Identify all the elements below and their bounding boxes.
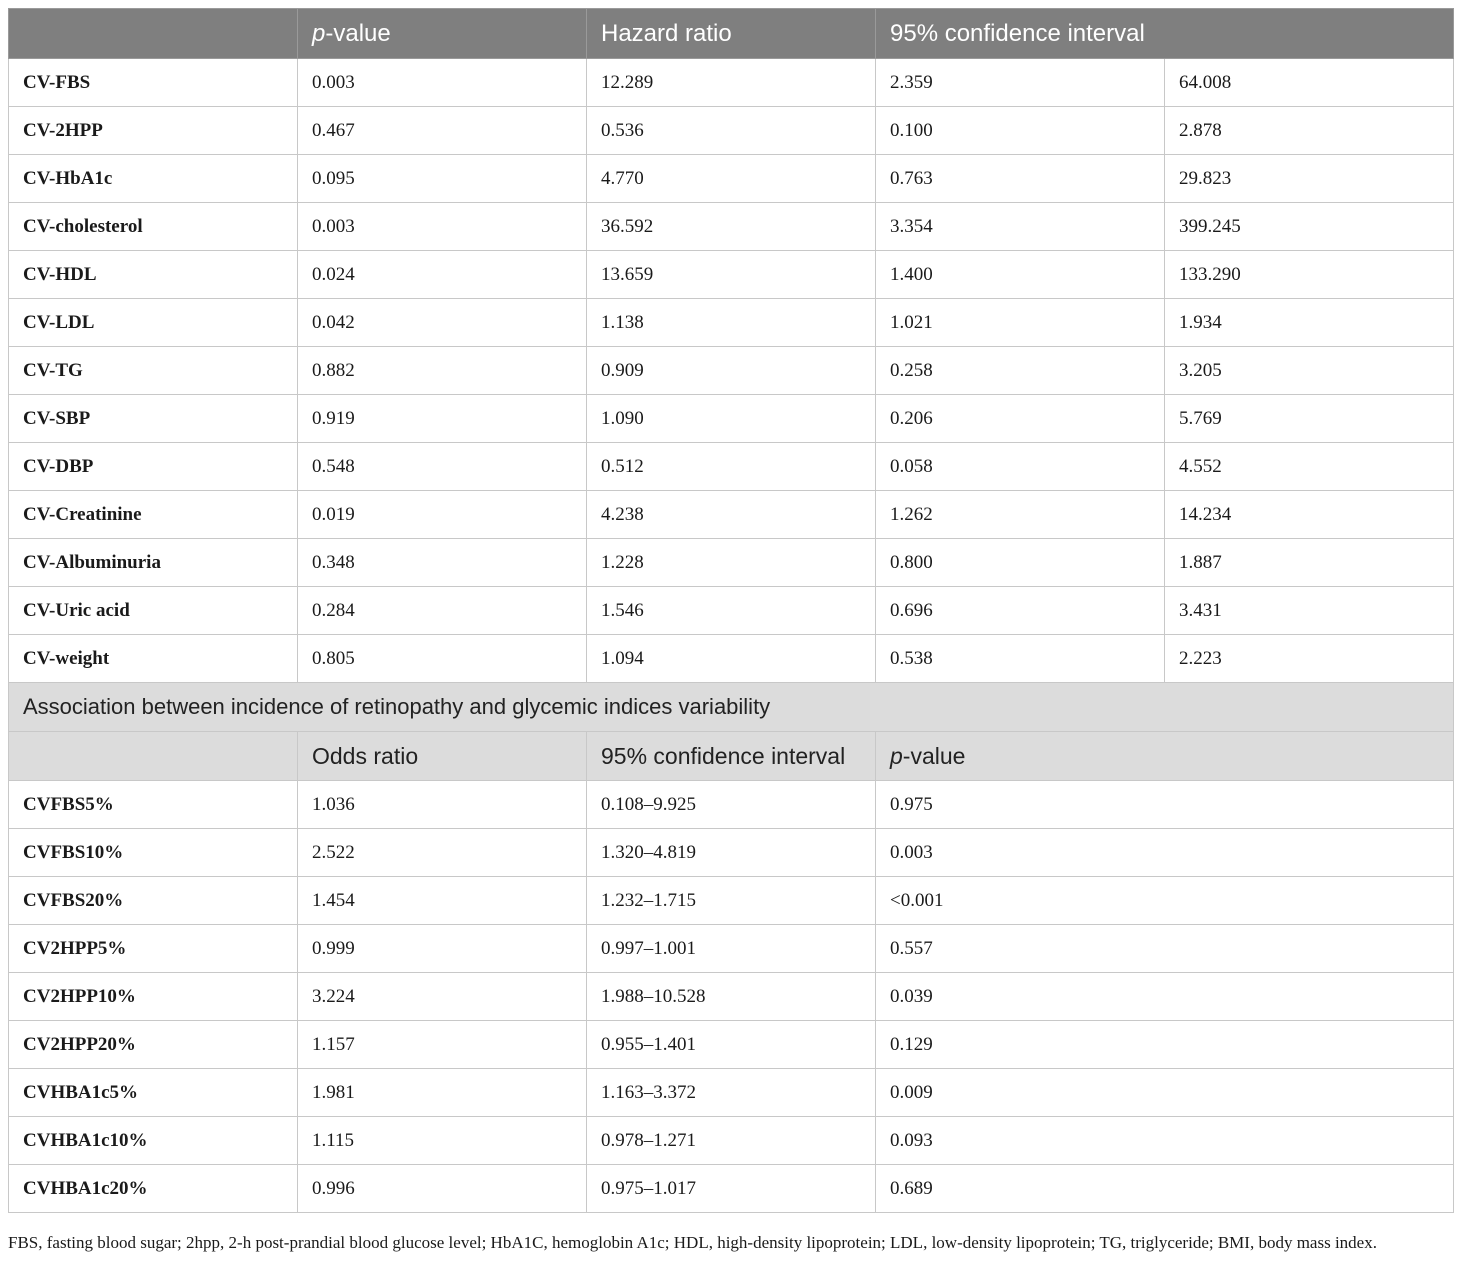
odds-ratio-cell: 1.454 bbox=[298, 877, 587, 925]
ci-upper-cell: 3.431 bbox=[1165, 587, 1454, 635]
ci-upper-cell: 2.878 bbox=[1165, 107, 1454, 155]
hazard-table-row bbox=[9, 107, 1454, 155]
odds-ratio-cell: 1.115 bbox=[298, 1117, 587, 1165]
odds-ratio-cell: 2.522 bbox=[298, 829, 587, 877]
confidence-interval-cell: 1.232–1.715 bbox=[587, 877, 876, 925]
odds-table-row bbox=[9, 925, 1454, 973]
ci-upper-cell: 14.234 bbox=[1165, 491, 1454, 539]
hazard-table-row bbox=[9, 203, 1454, 251]
confidence-interval-cell: 0.997–1.001 bbox=[587, 925, 876, 973]
ci-upper-cell: 1.934 bbox=[1165, 299, 1454, 347]
ci-lower-cell: 0.800 bbox=[876, 539, 1165, 587]
confidence-interval-cell: 1.320–4.819 bbox=[587, 829, 876, 877]
hazard-ratio-cell: 4.770 bbox=[587, 155, 876, 203]
row-label: CVHBA1c10% bbox=[9, 1117, 298, 1165]
ci-lower-cell: 0.206 bbox=[876, 395, 1165, 443]
confidence-interval-cell: 0.955–1.401 bbox=[587, 1021, 876, 1069]
results-table-container bbox=[8, 8, 1453, 1213]
hazard-ratio-cell: 12.289 bbox=[587, 59, 876, 107]
odds-ratio-cell: 1.036 bbox=[298, 781, 587, 829]
odds-ratio-cell: 0.996 bbox=[298, 1165, 587, 1213]
row-label: CV-HbA1c bbox=[9, 155, 298, 203]
header-confidence-interval: 95% confidence interval bbox=[876, 9, 1454, 59]
ci-lower-cell: 0.058 bbox=[876, 443, 1165, 491]
row-label: CVFBS5% bbox=[9, 781, 298, 829]
header2-p-italic: p bbox=[890, 742, 903, 769]
p-value-cell: 0.093 bbox=[876, 1117, 1454, 1165]
p-value-cell: 0.003 bbox=[876, 829, 1454, 877]
row-label: CV-Creatinine bbox=[9, 491, 298, 539]
row-label: CVHBA1c5% bbox=[9, 1069, 298, 1117]
row-label: CV2HPP10% bbox=[9, 973, 298, 1021]
ci-lower-cell: 0.100 bbox=[876, 107, 1165, 155]
ci-upper-cell: 3.205 bbox=[1165, 347, 1454, 395]
p-value-cell: 0.039 bbox=[876, 973, 1454, 1021]
odds-table-row bbox=[9, 877, 1454, 925]
row-label: CV-FBS bbox=[9, 59, 298, 107]
ci-lower-cell: 1.262 bbox=[876, 491, 1165, 539]
ci-upper-cell: 399.245 bbox=[1165, 203, 1454, 251]
odds-ratio-cell: 0.999 bbox=[298, 925, 587, 973]
p-value-cell: 0.042 bbox=[298, 299, 587, 347]
p-value-cell: 0.919 bbox=[298, 395, 587, 443]
p-value-cell: 0.284 bbox=[298, 587, 587, 635]
p-value-cell: 0.557 bbox=[876, 925, 1454, 973]
p-value-cell: 0.003 bbox=[298, 59, 587, 107]
p-value-cell: 0.009 bbox=[876, 1069, 1454, 1117]
row-label: CV-HDL bbox=[9, 251, 298, 299]
odds-table-row bbox=[9, 1117, 1454, 1165]
odds-table-row bbox=[9, 973, 1454, 1021]
ci-upper-cell: 133.290 bbox=[1165, 251, 1454, 299]
ci-upper-cell: 64.008 bbox=[1165, 59, 1454, 107]
odds-header-row bbox=[9, 732, 1454, 781]
header-blank bbox=[9, 9, 298, 59]
odds-ratio-cell: 3.224 bbox=[298, 973, 587, 1021]
odds-table-row bbox=[9, 1165, 1454, 1213]
header2-confidence-interval: 95% confidence interval bbox=[587, 732, 876, 781]
hazard-ratio-cell: 0.909 bbox=[587, 347, 876, 395]
p-value-cell: 0.129 bbox=[876, 1021, 1454, 1069]
p-value-cell: <0.001 bbox=[876, 877, 1454, 925]
hazard-ratio-cell: 1.090 bbox=[587, 395, 876, 443]
ci-lower-cell: 0.696 bbox=[876, 587, 1165, 635]
ci-lower-cell: 0.538 bbox=[876, 635, 1165, 683]
odds-table-row bbox=[9, 1069, 1454, 1117]
hazard-ratio-cell: 1.228 bbox=[587, 539, 876, 587]
row-label: CV-LDL bbox=[9, 299, 298, 347]
hazard-ratio-cell: 0.512 bbox=[587, 443, 876, 491]
ci-lower-cell: 1.021 bbox=[876, 299, 1165, 347]
hazard-table-row bbox=[9, 59, 1454, 107]
hazard-ratio-cell: 0.536 bbox=[587, 107, 876, 155]
section-title: Association between incidence of retinopathy and glycemic indices variability bbox=[9, 683, 1454, 732]
p-value-cell: 0.095 bbox=[298, 155, 587, 203]
p-value-cell: 0.019 bbox=[298, 491, 587, 539]
ci-lower-cell: 0.763 bbox=[876, 155, 1165, 203]
hazard-header-row bbox=[9, 9, 1454, 59]
p-value-cell: 0.467 bbox=[298, 107, 587, 155]
ci-upper-cell: 4.552 bbox=[1165, 443, 1454, 491]
hazard-table-row bbox=[9, 347, 1454, 395]
odds-ratio-cell: 1.157 bbox=[298, 1021, 587, 1069]
ci-upper-cell: 2.223 bbox=[1165, 635, 1454, 683]
confidence-interval-cell: 1.988–10.528 bbox=[587, 973, 876, 1021]
hazard-table-row bbox=[9, 635, 1454, 683]
hazard-ratio-cell: 1.546 bbox=[587, 587, 876, 635]
header-p-value bbox=[298, 9, 587, 59]
hazard-ratio-cell: 13.659 bbox=[587, 251, 876, 299]
odds-table-row bbox=[9, 1021, 1454, 1069]
row-label: CV-2HPP bbox=[9, 107, 298, 155]
row-label: CV-Uric acid bbox=[9, 587, 298, 635]
row-label: CV-TG bbox=[9, 347, 298, 395]
p-value-cell: 0.689 bbox=[876, 1165, 1454, 1213]
row-label: CVFBS20% bbox=[9, 877, 298, 925]
odds-table-row bbox=[9, 829, 1454, 877]
row-label: CV-cholesterol bbox=[9, 203, 298, 251]
header2-odds-ratio: Odds ratio bbox=[298, 732, 587, 781]
hazard-table-row bbox=[9, 155, 1454, 203]
header2-p-value bbox=[876, 732, 1454, 781]
p-value-cell: 0.348 bbox=[298, 539, 587, 587]
odds-ratio-cell: 1.981 bbox=[298, 1069, 587, 1117]
hazard-ratio-cell: 1.138 bbox=[587, 299, 876, 347]
hazard-table-row bbox=[9, 299, 1454, 347]
row-label: CVHBA1c20% bbox=[9, 1165, 298, 1213]
row-label: CV-weight bbox=[9, 635, 298, 683]
header2-blank bbox=[9, 732, 298, 781]
hazard-table-row bbox=[9, 491, 1454, 539]
hazard-table-row bbox=[9, 395, 1454, 443]
hazard-ratio-cell: 1.094 bbox=[587, 635, 876, 683]
p-value-cell: 0.548 bbox=[298, 443, 587, 491]
ci-upper-cell: 29.823 bbox=[1165, 155, 1454, 203]
row-label: CVFBS10% bbox=[9, 829, 298, 877]
row-label: CV-DBP bbox=[9, 443, 298, 491]
hazard-table-row bbox=[9, 539, 1454, 587]
hazard-ratio-cell: 36.592 bbox=[587, 203, 876, 251]
hazard-table-row bbox=[9, 251, 1454, 299]
confidence-interval-cell: 0.978–1.271 bbox=[587, 1117, 876, 1165]
ci-lower-cell: 0.258 bbox=[876, 347, 1165, 395]
hazard-table-row bbox=[9, 587, 1454, 635]
header-p-rest: -value bbox=[325, 19, 391, 47]
confidence-interval-cell: 0.108–9.925 bbox=[587, 781, 876, 829]
p-value-cell: 0.003 bbox=[298, 203, 587, 251]
ci-lower-cell: 3.354 bbox=[876, 203, 1165, 251]
ci-lower-cell: 2.359 bbox=[876, 59, 1165, 107]
p-value-cell: 0.024 bbox=[298, 251, 587, 299]
header-p-italic: p bbox=[312, 19, 326, 47]
results-table bbox=[8, 8, 1454, 1213]
row-label: CV-Albuminuria bbox=[9, 539, 298, 587]
header2-p-rest: -value bbox=[902, 742, 966, 769]
row-label: CV-SBP bbox=[9, 395, 298, 443]
hazard-ratio-cell: 4.238 bbox=[587, 491, 876, 539]
odds-table-body bbox=[9, 781, 1454, 1213]
ci-upper-cell: 5.769 bbox=[1165, 395, 1454, 443]
row-label: CV2HPP20% bbox=[9, 1021, 298, 1069]
ci-lower-cell: 1.400 bbox=[876, 251, 1165, 299]
section-row bbox=[9, 683, 1454, 732]
confidence-interval-cell: 1.163–3.372 bbox=[587, 1069, 876, 1117]
header-hazard-ratio: Hazard ratio bbox=[587, 9, 876, 59]
ci-upper-cell: 1.887 bbox=[1165, 539, 1454, 587]
hazard-table-body bbox=[9, 59, 1454, 683]
row-label: CV2HPP5% bbox=[9, 925, 298, 973]
p-value-cell: 0.882 bbox=[298, 347, 587, 395]
footnote: FBS, fasting blood sugar; 2hpp, 2-h post-prandial blood glucose level; HbA1C, hemoglobin A1c; HDL, high-density lipoprotein; LDL, low-density lipoprotein; TG, triglyceride; BMI, body mass index. bbox=[8, 1233, 1377, 1252]
hazard-table-row bbox=[9, 443, 1454, 491]
confidence-interval-cell: 0.975–1.017 bbox=[587, 1165, 876, 1213]
p-value-cell: 0.805 bbox=[298, 635, 587, 683]
odds-table-row bbox=[9, 781, 1454, 829]
p-value-cell: 0.975 bbox=[876, 781, 1454, 829]
